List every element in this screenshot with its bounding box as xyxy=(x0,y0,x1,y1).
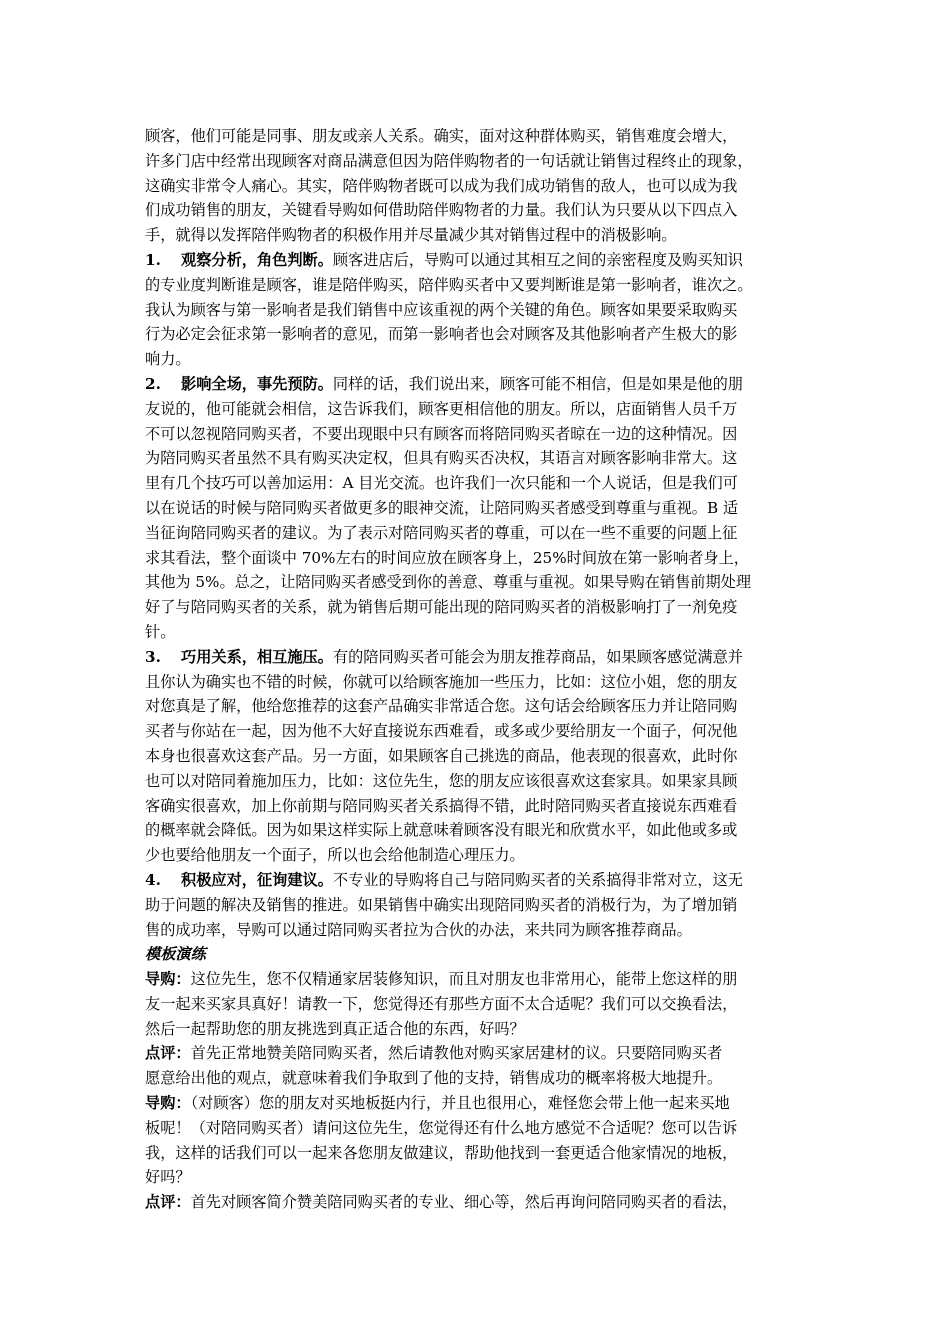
dialogue-text: 这位先生，您不仅精通家居装修知识，而且对朋友也非常用心，能带上您这样的朋 xyxy=(190,970,738,989)
text-line: 好吗？ xyxy=(145,1168,191,1187)
list-item-3 xyxy=(145,645,810,868)
dialogue-first-line xyxy=(145,1041,810,1066)
text-line: 当征询陪同购买者的建议。为了表示对陪同购买者的尊重，可以在一些不重要的问题上征 xyxy=(145,523,738,542)
text-line: 买者与你站在一起，因为他不大好直接说东西难看，或多或少要给朋友一个面子，何况他 xyxy=(145,722,738,741)
text-line: 也可以对陪同着施加压力，比如：这位先生，您的朋友应该很喜欢这套家具。如果家具顾 xyxy=(145,771,738,790)
text-line: 顾客，他们可能是同事、朋友或亲人关系。确实，面对这种群体购买，销售难度会增大， xyxy=(145,127,738,145)
list-number: 1. xyxy=(145,250,161,269)
dialogue-block-4 xyxy=(145,1190,810,1215)
dialogue-text: 首先对顾客简介赞美陪同购买者的专业、细心等，然后再询问陪同购买者的看法， xyxy=(190,1193,738,1212)
text-line: 的专业度判断谁是顾客，谁是陪伴购买，陪伴购买者中又要判断谁是第一影响者，谁次之。 xyxy=(145,275,753,294)
list-heading: 积极应对，征询建议。 xyxy=(181,870,333,889)
text-line: 以在说话的时候与陪同购买者做更多的眼神交流，让陪同购买者感受到尊重与重视。B 适 xyxy=(145,498,739,517)
speaker-label: 导购： xyxy=(145,970,191,989)
dialogue-first-line xyxy=(145,967,810,992)
text-line: 的概率就会降低。因为如果这样实际上就意味着顾客没有眼光和欣赏水平，如此他或多或 xyxy=(145,821,738,840)
dialogue-first-line xyxy=(145,1091,810,1116)
dialogue-text: 首先正常地赞美陪同购买者，然后请教他对购买家居建材的议。只要陪同购买者 xyxy=(190,1044,723,1063)
list-item-first-line xyxy=(145,645,810,670)
text-line: 助于问题的解决及销售的推进。如果销售中确实出现陪同购买者的消极行为，为了增加销 xyxy=(145,895,738,914)
list-text: 不专业的导购将自己与陪同购买者的关系搞得非常对立，这无 xyxy=(332,870,743,889)
text-line: 许多门店中经常出现顾客对商品满意但因为陪伴购物者的一句话就让销售过程终止的现象， xyxy=(145,151,753,170)
text-line: 友一起来买家具真好！请教一下，您觉得还有那些方面不太合适呢？我们可以交换看法， xyxy=(145,994,738,1013)
text-line: 对您真是了解，他给您推荐的这套产品确实非常适合您。这句话会给顾客压力并让陪同购 xyxy=(145,697,738,716)
text-line: 手，就得以发挥陪伴购物者的积极作用并尽量减少其对销售过程中的消极影响。 xyxy=(145,226,677,245)
list-item-first-line xyxy=(145,868,810,893)
list-heading: 观察分析，角色判断。 xyxy=(181,250,333,269)
list-item-first-line xyxy=(145,248,810,273)
text-line: 求其看法，整个面谈中 70%左右的时间应放在顾客身上，25%时间放在第一影响者身上， xyxy=(145,548,749,567)
text-line: 为陪同购买者虽然不具有购买决定权，但具有购买否决权，其语言对顾客影响非常大。这 xyxy=(145,449,738,468)
text-line: 不可以忽视陪同购买者，不要出现眼中只有顾客而将陪同购买者晾在一边的这种情况。因 xyxy=(145,424,738,443)
list-number: 3. xyxy=(145,647,161,666)
text-line: 售的成功率，导购可以通过陪同购买者拉为合伙的办法，来共同为顾客推荐商品。 xyxy=(145,920,692,939)
text-line: 这确实非常令人痛心。其实，陪伴购物者既可以成为我们成功销售的敌人，也可以成为我 xyxy=(145,176,738,195)
text-line: 我认为顾客与第一影响者是我们销售中应该重视的两个关键的角色。顾客如果要采取购买 xyxy=(145,300,738,319)
list-number: 2. xyxy=(145,374,161,393)
list-item-2 xyxy=(145,372,810,645)
list-text: 有的陪同购买者可能会为朋友推荐商品，如果顾客感觉满意并 xyxy=(332,647,743,666)
text-line: 们成功销售的朋友，关键看导购如何借助陪伴购物者的力量。我们认为只要从以下四点入 xyxy=(145,201,738,220)
section-heading: 模板演练 xyxy=(145,945,206,964)
speaker-label: 导购： xyxy=(145,1094,191,1113)
list-item-first-line xyxy=(145,372,810,397)
text-line: 我，这样的话我们可以一起来各您朋友做建议，帮助他找到一套更适合他家情况的地板， xyxy=(145,1143,738,1162)
list-item-1 xyxy=(145,248,810,372)
text-line: 愿意给出他的观点，就意味着我们争取到了他的支持，销售成功的概率将极大地提升。 xyxy=(145,1069,723,1088)
text-line: 友说的，他可能就会相信，这告诉我们，顾客更相信他的朋友。所以，店面销售人员千万 xyxy=(145,399,738,418)
text-line: 且你认为确实也不错的时候，你就可以给顾客施加一些压力，比如：这位小姐，您的朋友 xyxy=(145,672,738,691)
speaker-label: 点评： xyxy=(145,1193,191,1212)
list-heading: 影响全场，事先预防。 xyxy=(181,374,333,393)
document-page xyxy=(145,124,810,1215)
dialogue-text: （对顾客）您的朋友对买地板挺内行，并且也很用心，难怪您会带上他一起来买地 xyxy=(190,1094,730,1113)
dialogue-block-1 xyxy=(145,967,810,1041)
list-number: 4. xyxy=(145,870,161,889)
text-line: 然后一起帮助您的朋友挑选到真正适合他的东西，好吗？ xyxy=(145,1019,525,1038)
text-line: 板呢！（对陪同购买者）请问这位先生，您觉得还有什么地方感觉不合适呢？您可以告诉 xyxy=(145,1118,738,1137)
list-heading: 巧用关系，相互施压。 xyxy=(181,647,333,666)
dialogue-block-3 xyxy=(145,1091,810,1190)
text-line: 客确实很喜欢，加上你前期与陪同购买者关系搞得不错，此时陪同购买者直接说东西难看 xyxy=(145,796,738,815)
text-line: 其他为 5%。总之，让陪同购买者感受到你的善意、尊重与重视。如果导购在销售前期处理 xyxy=(145,573,752,592)
text-line: 少也要给他朋友一个面子，所以也会给他制造心理压力。 xyxy=(145,846,525,865)
text-line: 本身也很喜欢这套产品。另一方面，如果顾客自己挑选的商品，他表现的很喜欢，此时你 xyxy=(145,746,738,765)
list-text: 顾客进店后，导购可以通过其相互之间的亲密程度及购买知识 xyxy=(332,250,743,269)
list-item-4 xyxy=(145,868,810,942)
dialogue-first-line xyxy=(145,1190,810,1215)
text-line: 行为必定会征求第一影响者的意见，而第一影响者也会对顾客及其他影响者产生极大的影 xyxy=(145,325,738,344)
list-text: 同样的话，我们说出来，顾客可能不相信，但是如果是他的朋 xyxy=(332,374,743,393)
text-line: 响力。 xyxy=(145,350,191,369)
text-line: 里有几个技巧可以善加运用：A 目光交流。也许我们一次只能和一个人说话，但是我们可 xyxy=(145,474,738,493)
text-line: 好了与陪同购买者的关系，就为销售后期可能出现的陪同购买者的消极影响打了一剂免疫 xyxy=(145,598,738,617)
intro-paragraph xyxy=(145,124,810,248)
dialogue-block-2 xyxy=(145,1041,810,1091)
text-line: 针。 xyxy=(145,622,176,641)
speaker-label: 点评： xyxy=(145,1044,191,1063)
